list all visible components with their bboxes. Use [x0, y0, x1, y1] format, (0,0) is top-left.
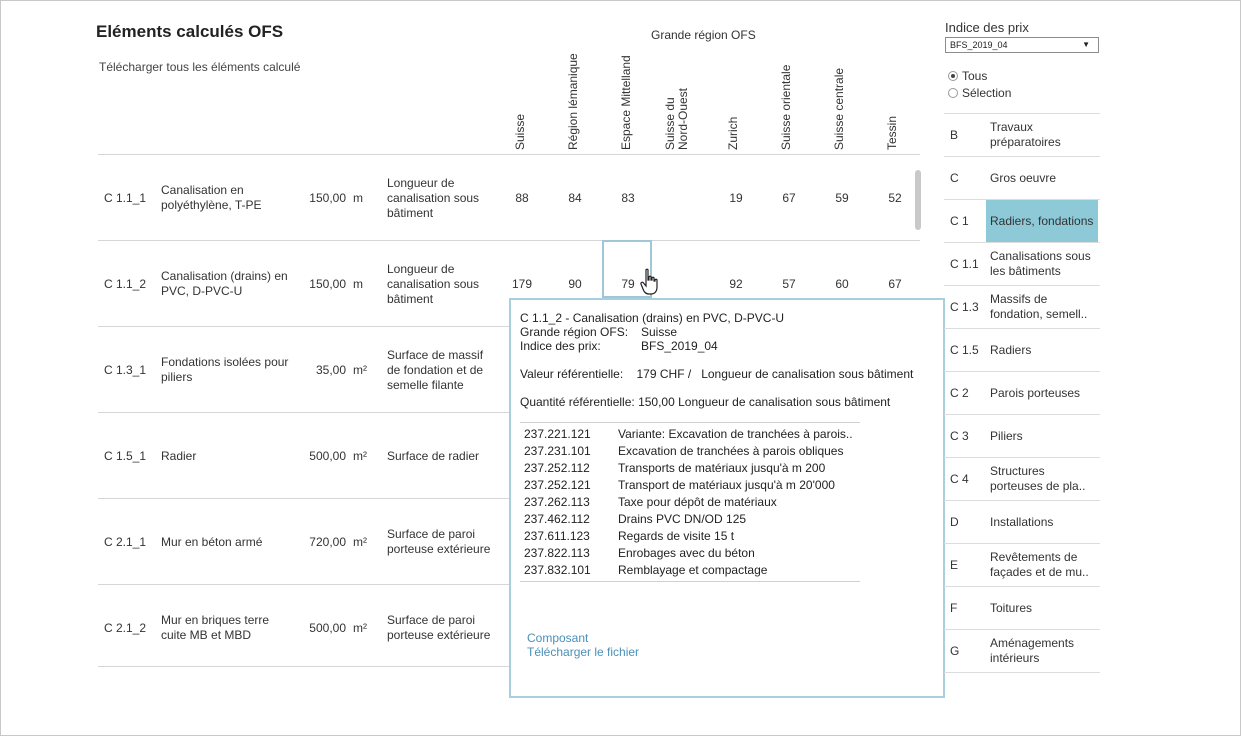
tooltip-item-code: 237.252.112	[524, 461, 590, 475]
tooltip-item-row	[520, 511, 860, 528]
row-unit: m²	[353, 362, 367, 377]
row-quantity: 500,00	[309, 620, 346, 635]
row-value-cell[interactable]: 90	[568, 276, 582, 291]
category-item[interactable]	[944, 286, 1100, 329]
row-code: C 2.1_2	[104, 620, 147, 635]
row-name: Radier	[161, 448, 197, 463]
table-row	[98, 154, 920, 240]
tooltip-item-desc: Remblayage et compactage	[618, 563, 768, 577]
row-value-cell[interactable]: 92	[729, 276, 743, 291]
dropdown-arrow-icon: ▼	[1082, 40, 1090, 49]
category-code: E	[950, 558, 959, 572]
table-scrollbar[interactable]	[915, 170, 921, 230]
tooltip-item-code: 237.832.101	[524, 563, 591, 577]
tooltip-ref-quantity: Quantité référentielle: 150,00 Longueur de canalisation sous bâtiment	[520, 395, 891, 409]
tooltip-item-code: 237.611.123	[524, 529, 590, 543]
category-item[interactable]	[944, 243, 1100, 286]
row-name: Canalisation (drains) en PVC, D-PVC-U	[161, 269, 288, 298]
category-code: C 1.1	[950, 257, 979, 271]
row-value-cell[interactable]: 83	[621, 190, 635, 205]
tooltip-item-desc: Variante: Excavation de tranchées à parois..	[618, 427, 853, 441]
row-quantity: 150,00	[309, 190, 346, 205]
row-unit: m	[353, 190, 363, 205]
row-value-cell[interactable]: 52	[888, 190, 902, 205]
radio-selection[interactable]	[948, 86, 1011, 100]
element-detail-tooltip	[509, 298, 945, 698]
tooltip-item-desc: Excavation de tranchées à parois obliques	[618, 444, 844, 458]
category-label: Toitures	[990, 600, 1033, 615]
category-item[interactable]	[944, 587, 1100, 630]
page-title: Eléments calculés OFS	[96, 22, 284, 41]
category-label: Travaux préparatoires	[990, 120, 1061, 149]
category-code: C 1.3	[950, 300, 979, 314]
category-item[interactable]	[944, 329, 1100, 372]
row-code: C 1.5_1	[104, 448, 147, 463]
row-value-cell[interactable]: 67	[888, 276, 902, 291]
row-name: Fondations isolées pour piliers	[161, 355, 289, 384]
row-name: Canalisation en polyéthylène, T-PE	[161, 183, 262, 212]
row-code: C 1.1_1	[104, 190, 147, 205]
col-header-zurich[interactable]: Zurich	[726, 116, 740, 150]
category-item[interactable]	[944, 630, 1100, 673]
category-code: C 1.5	[950, 343, 979, 357]
category-label: Revêtements de façades et de mu..	[990, 550, 1089, 579]
category-label: Gros oeuvre	[990, 170, 1057, 185]
row-value-cell[interactable]: 79	[621, 276, 635, 291]
tooltip-region-label: Grande région OFS:	[520, 325, 629, 339]
category-item[interactable]	[944, 544, 1100, 587]
tooltip-item-row	[520, 562, 860, 579]
radio-selection-label: Sélection	[962, 86, 1012, 100]
col-header-region-lemanique[interactable]: Région lémanique	[566, 53, 580, 150]
category-label: Canalisations sous les bâtiments	[990, 249, 1091, 278]
price-index-select[interactable]	[945, 37, 1099, 53]
tooltip-region-value: Suisse	[641, 325, 678, 339]
row-reference: Surface de radier	[387, 448, 480, 463]
category-label: Massifs de fondation, semell..	[990, 292, 1088, 321]
category-item[interactable]	[944, 501, 1100, 544]
category-item[interactable]	[944, 157, 1100, 200]
category-item[interactable]	[944, 458, 1100, 501]
col-header-tessin[interactable]: Tessin	[885, 115, 899, 150]
tooltip-item-code: 237.221.121	[524, 427, 591, 441]
category-code: C 3	[950, 429, 969, 443]
row-value-cell[interactable]: 60	[835, 276, 849, 291]
category-label: Aménagements intérieurs	[990, 636, 1075, 665]
tooltip-item-code: 237.231.101	[524, 444, 591, 458]
category-label: Radiers	[990, 342, 1032, 357]
col-header-suisse-orientale[interactable]: Suisse orientale	[779, 64, 793, 150]
row-unit: m²	[353, 534, 367, 549]
row-code: C 1.1_2	[104, 276, 147, 291]
tooltip-ref-value: Valeur référentielle: 179 CHF / Longueur de canalisation sous bâtiment	[520, 367, 914, 381]
row-name: Mur en briques terre cuite MB et MBD	[161, 613, 270, 642]
tooltip-item-row	[520, 426, 860, 443]
row-value-cell[interactable]: 57	[782, 276, 796, 291]
row-unit: m	[353, 276, 363, 291]
region-header: Grande région OFS	[651, 28, 756, 42]
category-code: C 4	[950, 472, 969, 486]
tooltip-item-row	[520, 528, 860, 545]
row-reference: Surface de paroi porteuse extérieure	[387, 527, 491, 556]
row-reference: Surface de massif de fondation et de semelle filante	[387, 347, 484, 392]
hand-cursor-icon	[639, 268, 661, 296]
tooltip-item-code: 237.262.113	[524, 495, 590, 509]
category-code: C	[950, 171, 959, 185]
row-value-cell[interactable]: 19	[729, 190, 743, 205]
radio-selected-icon	[948, 71, 958, 81]
tooltip-item-desc: Drains PVC DN/OD 125	[618, 512, 747, 526]
tooltip-item-row	[520, 460, 860, 477]
tooltip-item-desc: Regards de visite 15 t	[618, 529, 735, 543]
row-quantity: 500,00	[309, 448, 346, 463]
row-code: C 2.1_1	[104, 534, 147, 549]
category-code: G	[950, 644, 960, 658]
tooltip-index-value: BFS_2019_04	[641, 339, 718, 353]
tooltip-item-row	[520, 477, 860, 494]
radio-all[interactable]	[948, 69, 987, 83]
category-code: B	[950, 128, 959, 142]
download-file-link[interactable]: Télécharger le fichier	[527, 645, 640, 659]
radio-unselected-icon	[948, 88, 958, 98]
tooltip-item-desc: Transports de matériaux jusqu'à m 200	[618, 461, 826, 475]
tooltip-item-desc: Enrobages avec du béton	[618, 546, 755, 560]
row-reference: Surface de paroi porteuse extérieure	[387, 613, 491, 642]
category-code: D	[950, 515, 959, 529]
row-value-cell[interactable]: 59	[835, 190, 849, 205]
row-unit: m²	[353, 620, 367, 635]
tooltip-item-code: 237.462.112	[524, 512, 590, 526]
col-header-suisse[interactable]: Suisse	[513, 113, 527, 150]
category-item[interactable]	[944, 114, 1100, 157]
category-item[interactable]	[944, 415, 1100, 458]
component-link[interactable]: Composant	[527, 631, 589, 645]
radio-all-label: Tous	[962, 69, 988, 83]
category-item[interactable]	[944, 200, 1100, 243]
row-value-cell[interactable]	[653, 155, 693, 241]
category-label: Structures porteuses de pla..	[990, 464, 1086, 493]
tooltip-item-row	[520, 545, 860, 562]
tooltip-items-table	[520, 422, 860, 582]
price-index-value: BFS_2019_04	[950, 40, 1008, 50]
download-all-link[interactable]: Télécharger tous les éléments calculé	[99, 60, 301, 74]
row-code: C 1.3_1	[104, 362, 147, 377]
tooltip-item-desc: Taxe pour dépôt de matériaux	[618, 495, 777, 509]
row-reference: Longueur de canalisation sous bâtiment	[387, 175, 480, 220]
row-name: Mur en béton armé	[161, 534, 263, 549]
price-index-label: Indice des prix	[945, 20, 1029, 35]
category-label: Radiers, fondations	[986, 200, 1098, 242]
row-quantity: 720,00	[309, 534, 346, 549]
row-value-cell[interactable]: 84	[568, 190, 582, 205]
tooltip-item-row	[520, 443, 860, 460]
tooltip-item-code: 237.822.113	[524, 546, 590, 560]
row-value-cell[interactable]: 88	[515, 190, 529, 205]
category-label: Piliers	[990, 428, 1023, 443]
tooltip-item-code: 237.252.121	[524, 478, 591, 492]
category-code: C 2	[950, 386, 969, 400]
tooltip-title: C 1.1_2 - Canalisation (drains) en PVC, D-PVC-U	[520, 311, 785, 325]
col-header-suisse-centrale[interactable]: Suisse centrale	[832, 67, 846, 150]
row-value-cell[interactable]: 67	[782, 190, 796, 205]
row-unit: m²	[353, 448, 367, 463]
tooltip-item-desc: Transport de matériaux jusqu'à m 20'000	[618, 478, 835, 492]
category-code: F	[950, 601, 958, 615]
category-label: Parois porteuses	[990, 385, 1081, 400]
tooltip-item-row	[520, 494, 860, 511]
col-header-suisse-nord-ouest[interactable]: Suisse du Nord-Ouest	[663, 87, 690, 150]
category-item[interactable]	[944, 372, 1100, 415]
row-quantity: 150,00	[309, 276, 346, 291]
category-code: C 1	[950, 214, 969, 228]
row-quantity: 35,00	[315, 362, 346, 377]
tooltip-index-label: Indice des prix:	[520, 339, 601, 353]
row-reference: Longueur de canalisation sous bâtiment	[387, 261, 480, 306]
row-value-cell[interactable]: 179	[511, 276, 533, 291]
col-header-espace-mittelland[interactable]: Espace Mittelland	[619, 55, 633, 150]
category-label: Installations	[990, 514, 1054, 529]
